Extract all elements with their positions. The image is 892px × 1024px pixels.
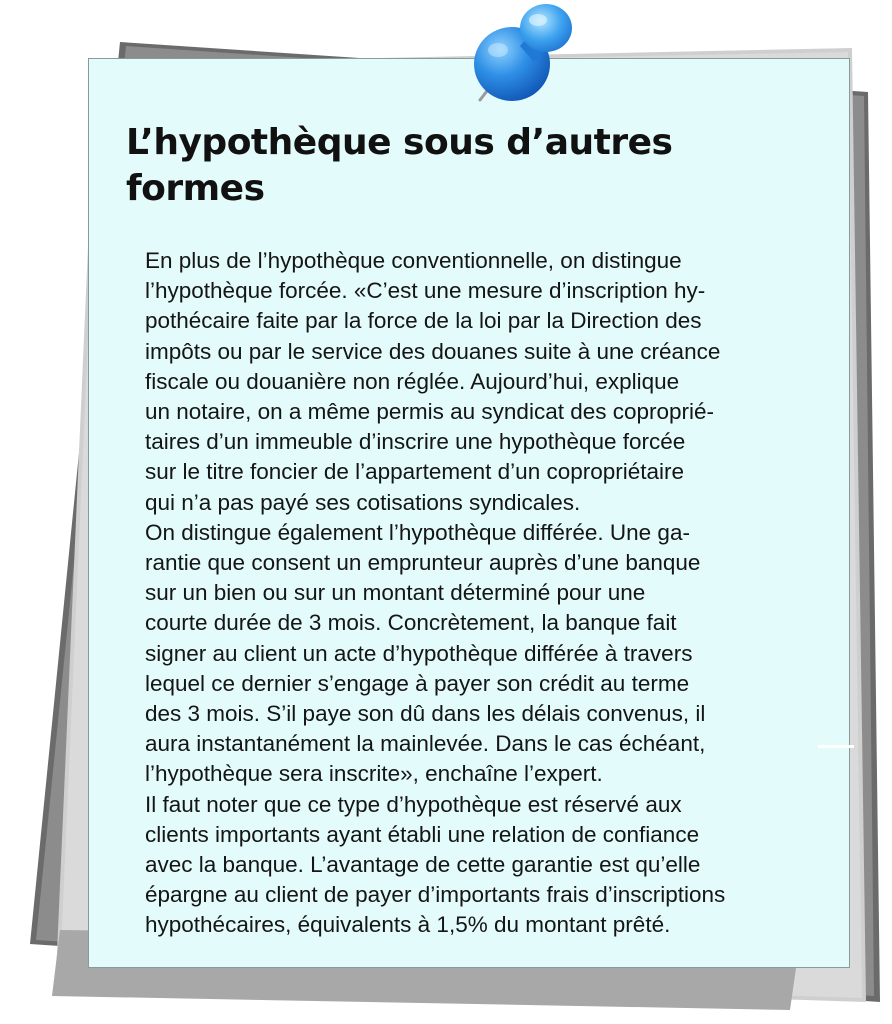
- body-line: pothécaire faite par la force de la loi par la Direction des: [145, 308, 702, 334]
- body-line: sur le titre foncier de l’appartement d’un copropriétaire: [145, 459, 685, 485]
- body-line: avec la banque. L’avantage de cette garantie est qu’elle: [145, 852, 701, 878]
- body-line: aura instantanément la mainlevée. Dans le cas échéant,: [145, 731, 706, 757]
- body-line: Il faut noter que ce type d’hypothèque est réservé aux: [145, 791, 682, 817]
- edge-highlight: [818, 745, 854, 748]
- body-line: qui n’a pas payé ses cotisations syndicales.: [145, 489, 581, 515]
- body-line: signer au client un acte d’hypothèque différée à travers: [145, 640, 693, 666]
- article-body: [145, 246, 835, 941]
- body-line: taires d’un immeuble d’inscrire une hypothèque forcée: [145, 429, 686, 455]
- body-line: un notaire, on a même permis au syndicat des coproprié-: [145, 399, 715, 425]
- title-line-2: formes: [126, 168, 265, 209]
- body-line: fiscale ou douanière non réglée. Aujourd’hui, explique: [145, 368, 680, 394]
- body-line: hypothécaires, équivalents à 1,5% du montant prêté.: [145, 912, 671, 938]
- body-line: l’hypothèque forcée. «C’est une mesure d’inscription hy-: [145, 278, 706, 304]
- body-line: épargne au client de payer d’importants frais d’inscriptions: [145, 882, 726, 908]
- body-line: On distingue également l’hypothèque différée. Une ga-: [145, 519, 690, 545]
- title-line-1: L’hypothèque sous d’autres: [126, 122, 673, 163]
- body-line: En plus de l’hypothèque conventionnelle, on distingue: [145, 248, 682, 273]
- body-line: des 3 mois. S’il paye son dû dans les délais convenus, il: [145, 701, 706, 727]
- body-line: sur un bien ou sur un montant déterminé pour une: [145, 580, 646, 606]
- body-line: lequel ce dernier s’engage à payer son crédit au terme: [145, 670, 690, 696]
- body-line: clients importants ayant établi une relation de confiance: [145, 821, 700, 847]
- push-pin-icon: [0, 0, 892, 140]
- body-line: rantie que consent un emprunteur auprès d’une banque: [145, 550, 701, 576]
- body-line: courte durée de 3 mois. Concrètement, la banque fait: [145, 610, 677, 636]
- body-line: impôts ou par le service des douanes suite à une créance: [145, 338, 721, 364]
- body-line: l’hypothèque sera inscrite», enchaîne l’expert.: [145, 761, 603, 787]
